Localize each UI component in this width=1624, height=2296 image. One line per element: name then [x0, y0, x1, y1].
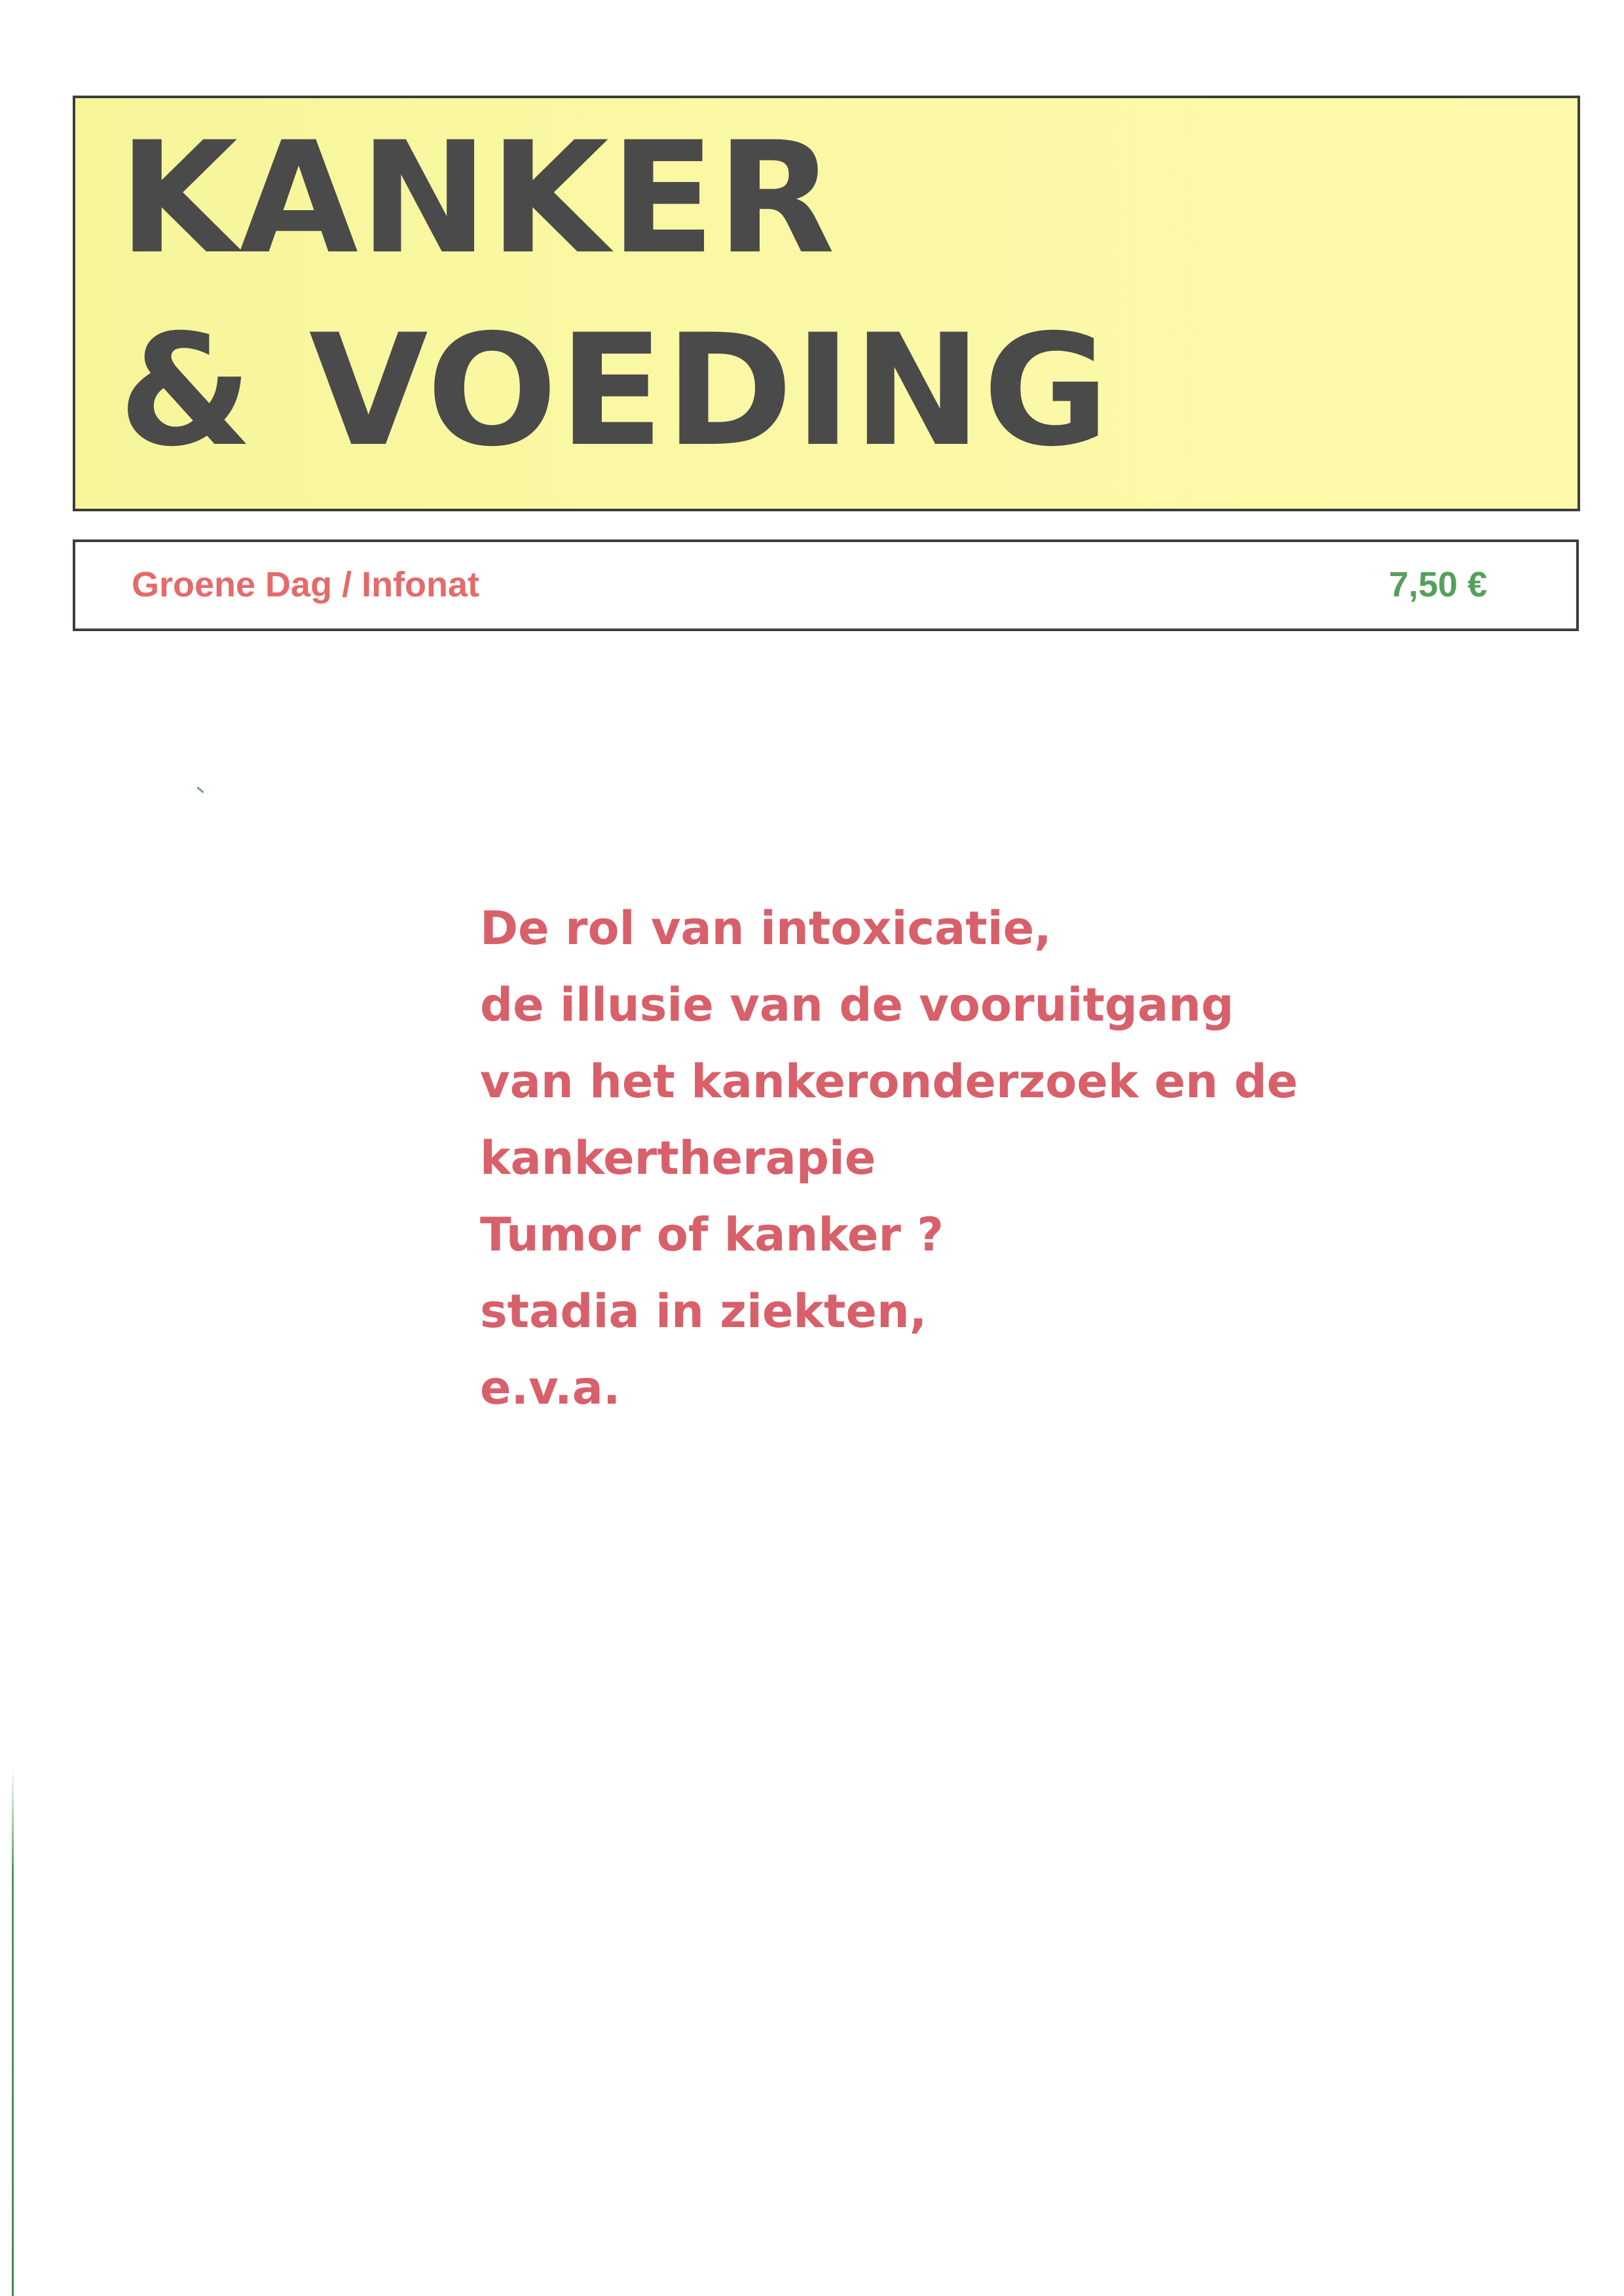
price-label: 7,50 €	[1388, 565, 1487, 604]
topic-item: e.v.a.	[480, 1361, 621, 1415]
topic-item: Tumor of kanker ?	[480, 1208, 944, 1262]
scan-speck	[196, 786, 204, 793]
topic-item: stadia in ziekten,	[480, 1285, 927, 1338]
topic-item: van het kankeronderzoek en de	[480, 1055, 1299, 1108]
title-line-2: & VOEDING	[119, 302, 1111, 481]
topics-list	[480, 890, 1298, 1427]
scan-edge-line	[12, 1768, 14, 2296]
topic-item: kankertherapie	[480, 1131, 876, 1185]
topic-item: De rol van intoxicatie,	[480, 902, 1052, 955]
title-line-1: KANKER	[119, 109, 837, 288]
info-bar	[73, 539, 1579, 631]
publisher-label: Groene Dag / Infonat	[132, 565, 480, 604]
topic-item: de illusie van de vooruitgang	[480, 978, 1234, 1032]
title-box	[73, 96, 1580, 511]
